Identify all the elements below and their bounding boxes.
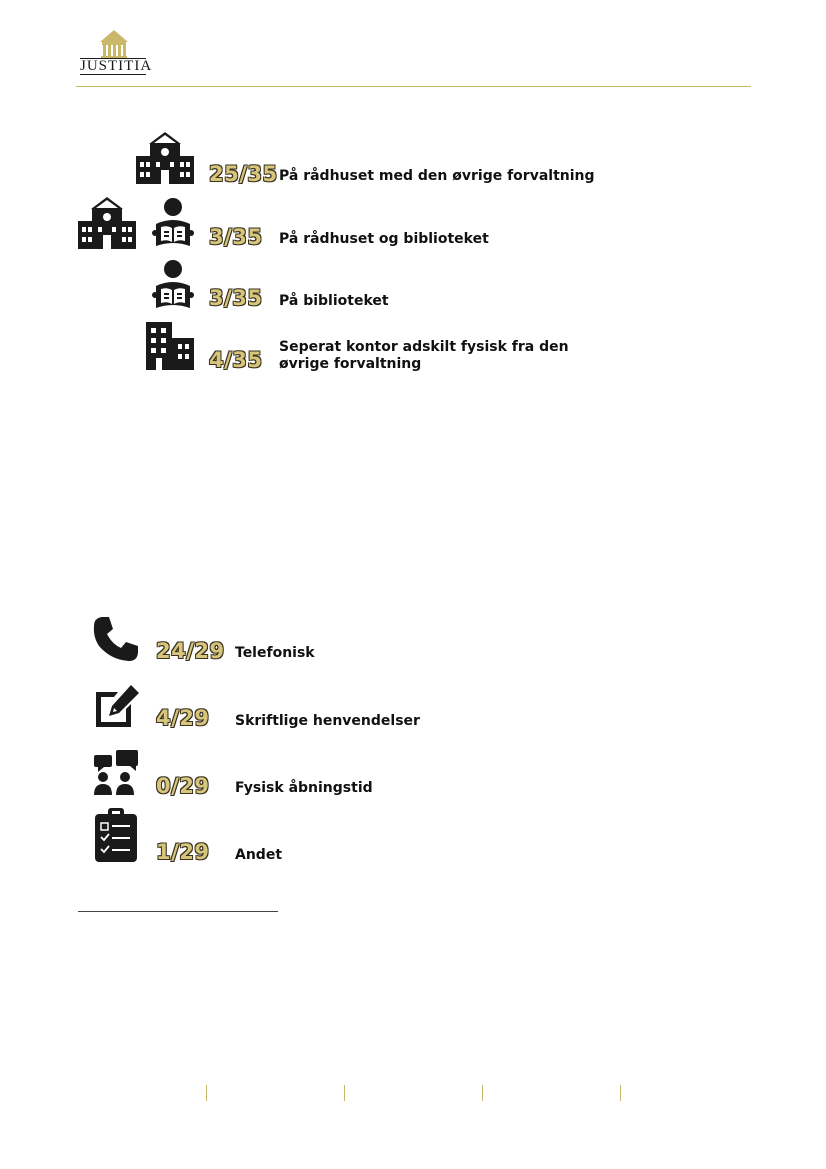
contact-stat-value: 24/29 <box>156 639 225 663</box>
contact-stat-label: Skriftlige henvendelser <box>235 713 420 729</box>
contact-stat-value: 0/29 <box>156 774 210 798</box>
location-stat-label: På biblioteket <box>279 293 389 309</box>
contact-stat-value: 1/29 <box>156 840 210 864</box>
reader-icon <box>152 260 194 310</box>
phone-icon <box>93 616 139 662</box>
pillar-building-icon <box>78 28 150 58</box>
header-divider <box>76 86 751 87</box>
footer-divider <box>206 1085 207 1101</box>
location-stat-value: 4/35 <box>209 348 263 372</box>
location-stat-value: 3/35 <box>209 286 263 310</box>
contact-stat-label: Telefonisk <box>235 645 315 661</box>
office-building-icon <box>146 322 194 370</box>
contact-stat-label: Andet <box>235 847 283 863</box>
footer-divider <box>620 1085 621 1101</box>
edit-icon <box>92 684 140 730</box>
contact-stat-label: Fysisk åbningstid <box>235 780 373 796</box>
town-hall-icon <box>136 132 194 184</box>
location-stat-label: På rådhuset med den øvrige forvaltning <box>279 168 595 184</box>
reader-icon <box>152 198 194 248</box>
location-stat-label: Seperat kontor adskilt fysisk fra den øvrige forvaltning <box>279 339 569 372</box>
logo-rule-bottom <box>80 74 146 75</box>
footer-divider <box>344 1085 345 1101</box>
footnote-divider <box>78 911 278 912</box>
location-stat-value: 3/35 <box>209 225 263 249</box>
logo-text: JUSTITIA <box>80 58 153 74</box>
clipboard-checklist-icon <box>95 808 137 862</box>
meeting-icon <box>92 750 140 796</box>
footer-divider <box>482 1085 483 1101</box>
header-logo <box>78 28 153 76</box>
town-hall-icon <box>78 197 136 249</box>
contact-stat-value: 4/29 <box>156 706 210 730</box>
location-stat-label: På rådhuset og biblioteket <box>279 231 489 247</box>
location-stat-value: 25/35 <box>209 162 278 186</box>
